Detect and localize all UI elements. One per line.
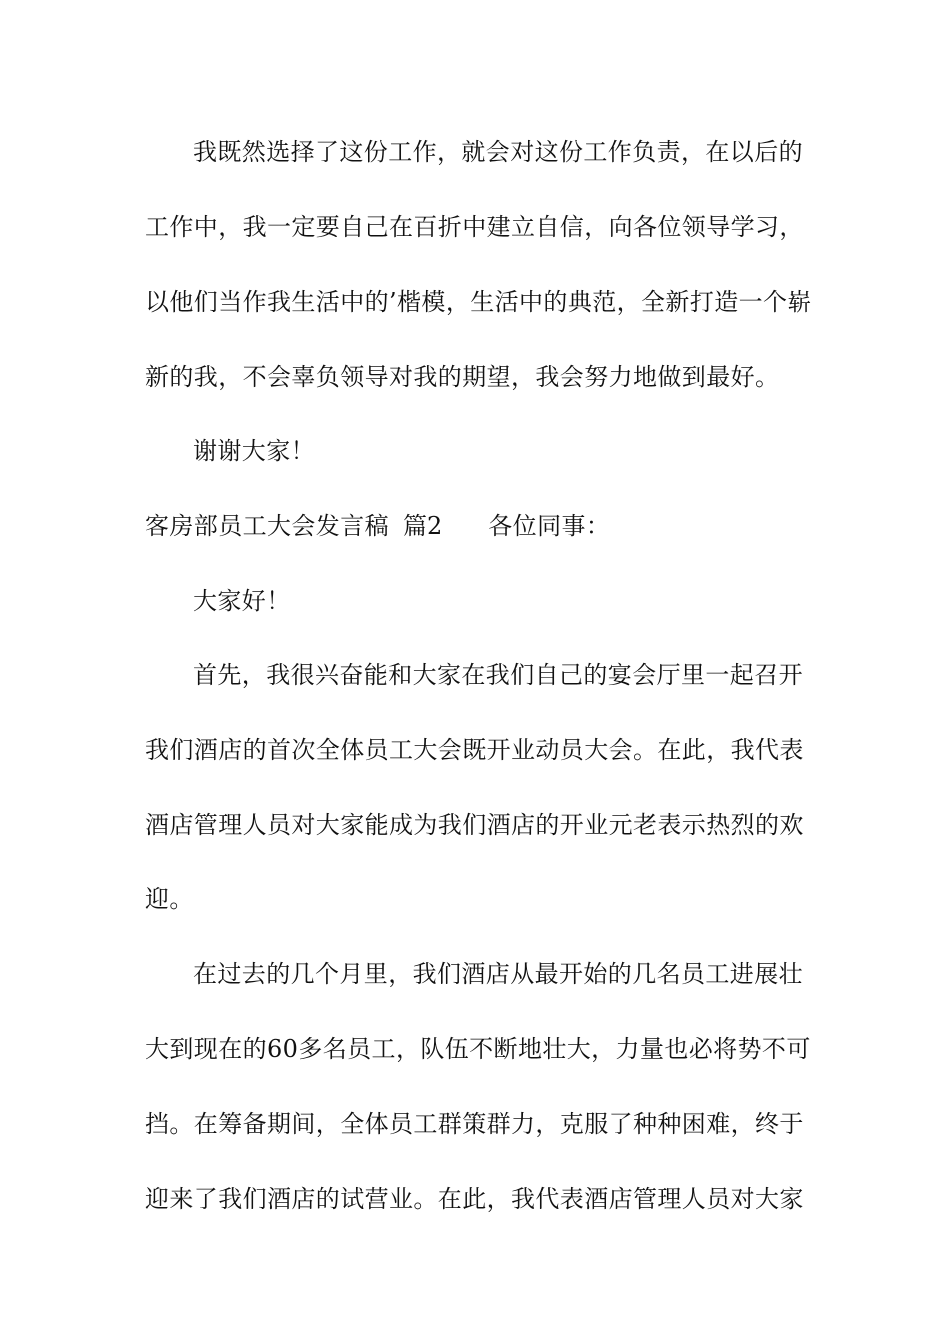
- section-number: 篇2: [403, 512, 443, 540]
- paragraph-line: 以他们当作我生活中的’楷模，生活中的典范，全新打造一个崭: [145, 288, 812, 316]
- paragraph-line: 首先，我很兴奋能和大家在我们自己的宴会厅里一起召开: [193, 661, 803, 689]
- paragraph-line: 大到现在的60多名员工，队伍不断地壮大，力量也必将势不可: [145, 1035, 811, 1063]
- paragraph-line: 迎来了我们酒店的试营业。在此，我代表酒店管理人员对大家: [145, 1185, 804, 1213]
- paragraph-line: 工作中，我一定要自己在百折中建立自信，向各位领导学习，: [145, 213, 804, 241]
- paragraph-line: 大家好！: [193, 587, 291, 615]
- salutation: 各位同事：: [488, 512, 611, 540]
- paragraph-line: 新的我，不会辜负领导对我的期望，我会努力地做到最好。: [145, 363, 780, 391]
- paragraph-line: 在过去的几个月里，我们酒店从最开始的几名员工进展壮: [193, 960, 803, 988]
- paragraph-line: 迎。: [145, 885, 194, 913]
- section-heading: [145, 511, 825, 541]
- paragraph-line: 我们酒店的首次全体员工大会既开业动员大会。在此，我代表: [145, 736, 804, 764]
- paragraph-line: 谢谢大家！: [193, 437, 315, 465]
- section-title: 客房部员工大会发言稿: [145, 512, 389, 540]
- paragraph-line: 酒店管理人员对大家能成为我们酒店的开业元老表示热烈的欢: [145, 811, 804, 839]
- paragraph-line: 挡。在筹备期间，全体员工群策群力，克服了种种困难，终于: [145, 1110, 804, 1138]
- paragraph-line: 我既然选择了这份工作，就会对这份工作负责，在以后的: [193, 138, 803, 166]
